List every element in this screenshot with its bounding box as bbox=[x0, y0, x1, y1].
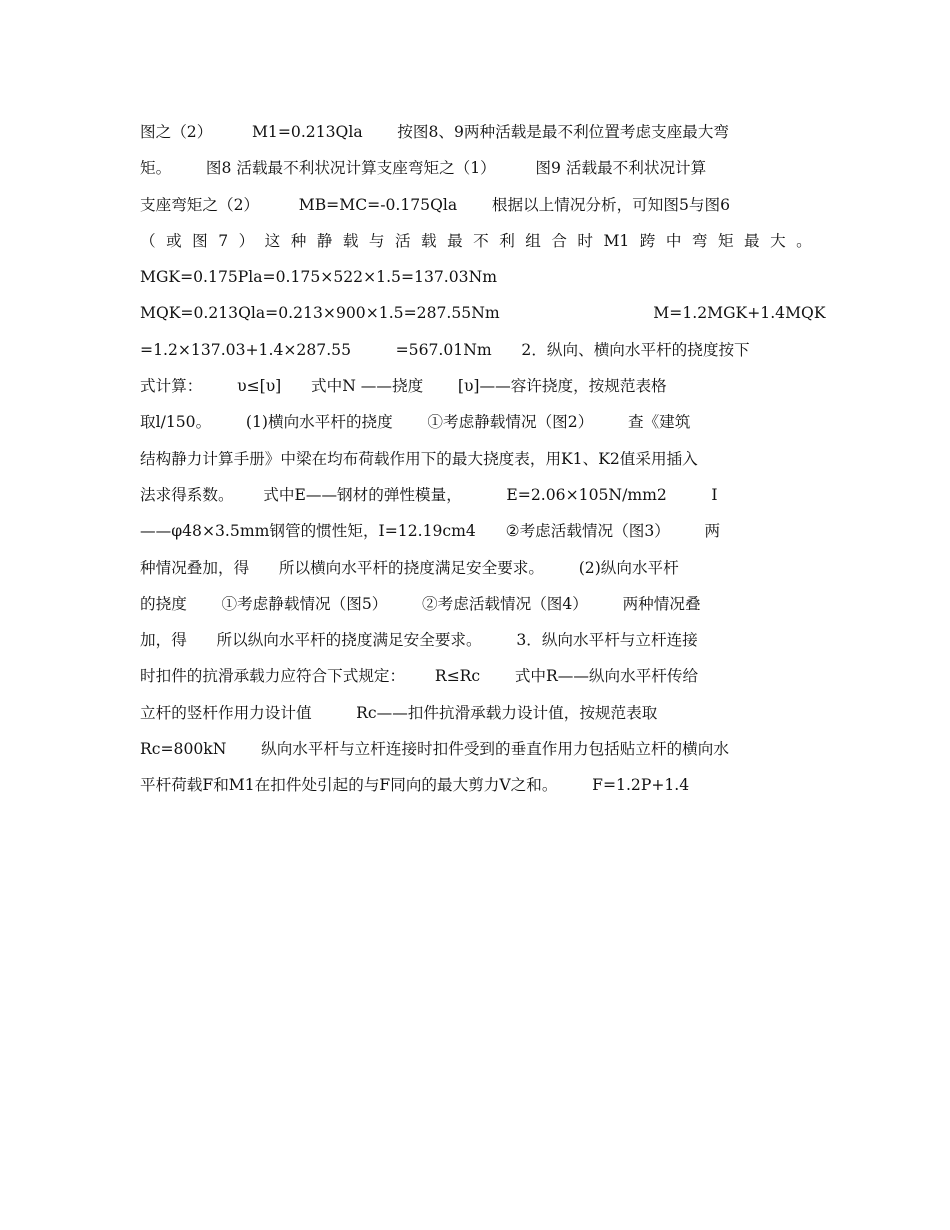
text-line: 图之（2） M1=0.213Qla 按图8、9两种活载是最不利位置考虑支座最大弯 bbox=[140, 123, 730, 141]
text-line: 式计算： υ≤[υ] 式中N ——挠度 [υ]——容许挠度，按规范表格 bbox=[140, 377, 667, 396]
text-line: MQK=0.213Qla=0.213×900×1.5=287.55Nm M=1.2MGK+1.4MQK bbox=[140, 304, 826, 323]
text-line: 法求得系数。 式中E——钢材的弹性模量， E=2.06×105N/mm2 I bbox=[140, 485, 718, 504]
text-char: 载 bbox=[421, 231, 437, 250]
text-char: 7 bbox=[218, 231, 229, 250]
text-char: 图 bbox=[192, 231, 208, 250]
text-char: 大 bbox=[770, 231, 786, 250]
text-char: 静 bbox=[316, 231, 333, 250]
text-char: （ bbox=[140, 231, 156, 250]
text-char: 组 bbox=[525, 231, 541, 250]
text-line: MGK=0.175Pla=0.175×522×1.5=137.03Nm bbox=[140, 268, 498, 287]
text-char: 种 bbox=[290, 231, 307, 250]
text-line: 矩。 图8 活载最不利状况计算支座弯矩之（1） 图9 活载最不利状况计算 bbox=[140, 159, 707, 178]
text-char: 合 bbox=[551, 231, 567, 250]
text-line: 支座弯矩之（2） MB=MC=-0.175Qla 根据以上情况分析，可知图5与图6 bbox=[140, 195, 731, 214]
text-char: 这 bbox=[264, 231, 281, 250]
text-line bbox=[140, 223, 812, 259]
text-line: 立杆的竖杆作用力设计值 Rc——扣件抗滑承载力设计值，按规范表取 bbox=[140, 703, 658, 722]
text-char: 载 bbox=[342, 231, 359, 250]
text-line: 加，得 所以纵向水平杆的挠度满足安全要求。 3．纵向水平杆与立杆连接 bbox=[140, 631, 698, 650]
text-char: 最 bbox=[744, 231, 760, 250]
text-char: 或 bbox=[166, 231, 182, 250]
text-char: 活 bbox=[394, 231, 411, 250]
text-char: 与 bbox=[368, 231, 385, 250]
text-line: 的挠度 ①考虑静载情况（图5） ②考虑活载情况（图4） 两种情况叠 bbox=[140, 594, 701, 613]
text-line: =1.2×137.03+1.4×287.55 =567.01Nm 2．纵向、横向水平杆的挠度按下 bbox=[140, 340, 750, 359]
text-line: 结构静力计算手册》中梁在均布荷载作用下的最大挠度表，用K1、K2值采用插入 bbox=[140, 449, 698, 468]
text-char: 跨 bbox=[639, 231, 656, 250]
text-char: 矩 bbox=[717, 231, 734, 250]
text-line: ——φ48×3.5mm钢管的惯性矩，I=12.19cm4 ②考虑活载情况（图3） 两 bbox=[140, 522, 721, 541]
text-char: 利 bbox=[499, 231, 515, 250]
text-char: 中 bbox=[665, 231, 682, 250]
text-char: 最 bbox=[447, 231, 463, 250]
text-char: 。 bbox=[796, 231, 812, 250]
text-line: Rc=800kN 纵向水平杆与立杆连接时扣件受到的垂直作用力包括贴立杆的横向水 bbox=[140, 740, 729, 759]
text-char: 不 bbox=[473, 231, 489, 250]
body-text bbox=[140, 114, 826, 804]
text-line: 取l/150。 (1)横向水平杆的挠度 ①考虑静载情况（图2） 查《建筑 bbox=[140, 413, 691, 432]
text-char: 时 bbox=[577, 231, 593, 250]
text-char: ） bbox=[238, 231, 255, 250]
text-char: 弯 bbox=[691, 231, 708, 250]
text-char: M1 bbox=[603, 231, 630, 250]
text-line: 平杆荷载F和M1在扣件处引起的与F同向的最大剪力V之和。 F=1.2P+1.4 bbox=[140, 776, 690, 795]
text-line: 时扣件的抗滑承载力应符合下式规定： R≤Rc 式中R——纵向水平杆传给 bbox=[140, 667, 699, 686]
text-line: 种情况叠加，得 所以横向水平杆的挠度满足安全要求。 (2)纵向水平杆 bbox=[140, 558, 679, 577]
